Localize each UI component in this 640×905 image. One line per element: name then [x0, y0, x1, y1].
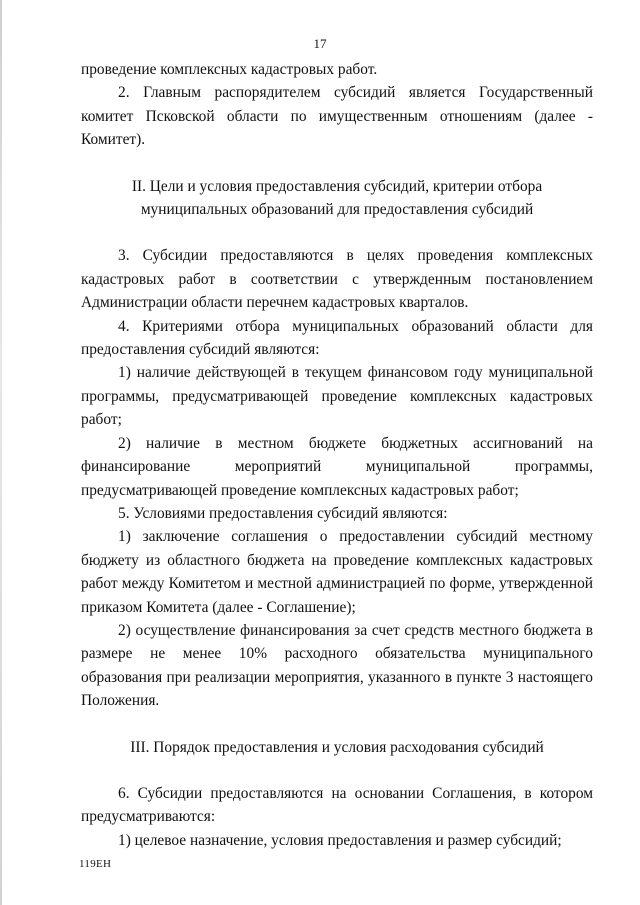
scan-edge	[0, 0, 2, 905]
paragraph-continuation: проведение комплексных кадастровых работ.	[81, 61, 378, 78]
paragraph-4-item-2: 2) наличие в местном бюджете бюджетных ассигнований на финансирование мероприятий муниципальной программы, предусматривающей проведение комплексных кадастровых работ;	[81, 434, 593, 499]
page-number: 17	[313, 36, 327, 51]
paragraph-3: 3. Субсидии предоставляются в целях проведения комплексных кадастровых работ в соответствии с утвержденным постановлением Администрации области перечнем кадастровых кварталов.	[81, 247, 593, 312]
document-body	[81, 58, 593, 852]
paragraph-2: 2. Главным распорядителем субсидий является Государственный комитет Псковской области по имущественным отношениям (далее - Комитет).	[81, 84, 593, 149]
paragraph-4-item-1: 1) наличие действующей в текущем финансовом году муниципальной программы, предусматривающей проведение комплексных кадастровых работ;	[81, 364, 593, 429]
paragraph-4: 4. Критериями отбора муниципальных образований области для предоставления субсидий являются:	[81, 317, 593, 359]
paragraph-5-item-1: 1) заключение соглашения о предоставлении субсидий местному бюджету из областного бюджета на проведение комплексных кадастровых работ между Комитетом и местной администрацией по форме, утвержденной приказом Комитета (далее - Соглашение);	[81, 528, 593, 616]
paragraph-6-item-1: 1) целевое назначение, условия предоставления и размер субсидий;	[118, 831, 562, 849]
section-heading-2-line-2: муниципальных образований для предоставления субсидий	[140, 201, 534, 219]
section-heading-3: III. Порядок предоставления и условия расходования субсидий	[130, 738, 544, 756]
paragraph-5-item-2: 2) осуществление финансирования за счет средств местного бюджета в размере не менее 10% расходного обязательства муниципального образования при реализации мероприятия, указанного в пункте 3 настоящего Положения.	[81, 621, 593, 710]
section-heading-2-line-1: II. Цели и условия предоставления субсидий, критерии отбора	[131, 177, 543, 195]
paragraph-5: 5. Условиями предоставления субсидий являются:	[118, 504, 448, 522]
document-code: 119ЕН	[79, 858, 112, 870]
paragraph-6: 6. Субсидии предоставляются на основании Соглашения, в котором предусматриваются:	[81, 784, 593, 826]
